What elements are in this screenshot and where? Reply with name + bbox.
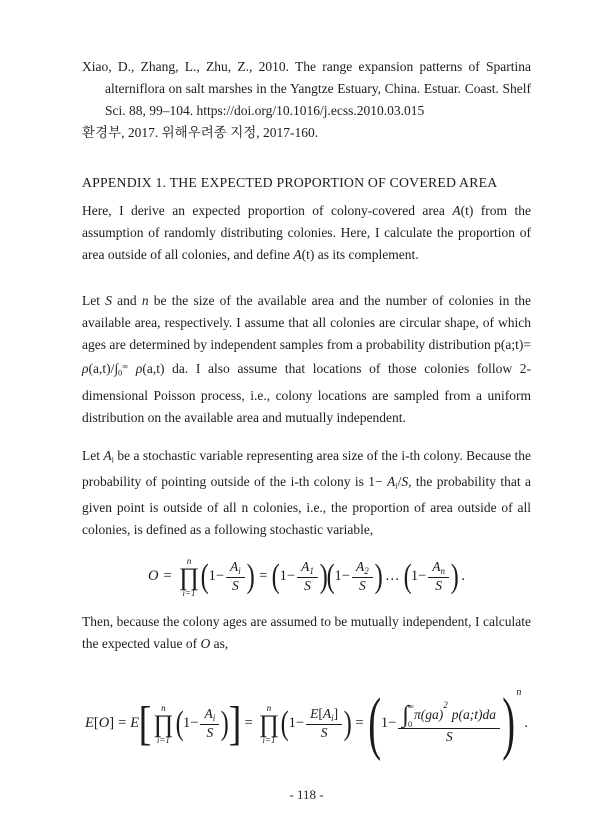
one-minus: 1− — [410, 568, 427, 585]
exponent-n: n — [516, 687, 522, 699]
one-minus: 1− — [380, 715, 397, 732]
one-minus: 1− — [288, 715, 305, 732]
close-paren: ) — [502, 684, 516, 762]
text-segment: i — [395, 481, 398, 491]
text-segment: as, — [210, 636, 229, 652]
var-S: S — [358, 578, 366, 594]
product-symbol: ∏ — [153, 710, 174, 738]
subscript: i — [238, 566, 241, 577]
text-segment: / — [397, 473, 402, 489]
integral-symbol: ∫ — [402, 702, 409, 729]
body-paragraph — [82, 200, 531, 266]
integral-lower-limit: 0 — [407, 718, 413, 729]
open-paren: ( — [367, 684, 381, 762]
one-minus: 1− — [279, 568, 296, 585]
text-segment: and — [111, 293, 142, 308]
var-A: A — [230, 559, 239, 575]
var-S: S — [232, 578, 239, 594]
text-segment: Let — [82, 293, 106, 308]
fraction — [200, 706, 219, 742]
var-S: S — [445, 729, 453, 745]
open-paren: ( — [175, 705, 184, 743]
one-minus: 1− — [208, 568, 225, 585]
close-bracket: ] — [109, 715, 115, 732]
text-segment: Then, because the colony ages are assumed to be mutually independent, I calculate the expected value of — [82, 614, 531, 652]
var-A: A — [204, 706, 213, 722]
product-symbol: ∏ — [178, 563, 200, 591]
var-S: S — [206, 725, 214, 741]
product-operator — [259, 703, 280, 745]
text-segment: Let — [82, 447, 104, 463]
close-bracket: ] — [333, 706, 339, 722]
subscript: 1 — [309, 566, 314, 577]
var-E: E — [130, 715, 140, 732]
text-segment: 0 — [118, 368, 123, 378]
open-paren: ( — [280, 705, 290, 743]
open-bracket: [ — [138, 697, 152, 751]
close-paren: ) — [246, 558, 255, 596]
text-segment: (t) as its complement. — [301, 247, 419, 262]
equals-sign: = — [244, 715, 253, 732]
text-segment: ∞ — [122, 362, 129, 371]
body-paragraph — [82, 611, 531, 655]
close-paren: ) — [374, 558, 383, 596]
fraction — [297, 559, 318, 595]
close-paren: ) — [319, 558, 328, 596]
text-segment: A — [452, 203, 461, 218]
open-paren: ( — [200, 558, 210, 596]
one-minus: 1− — [334, 568, 350, 585]
references-section — [82, 56, 531, 144]
text-segment: 환경부, 2017. 위해우려종 지정, 2017-160. — [82, 125, 319, 140]
var-A: A — [301, 559, 310, 575]
var-A: A — [322, 706, 332, 722]
superscript: 2 — [443, 700, 448, 711]
fraction — [306, 706, 342, 742]
close-paren: ) — [220, 705, 229, 743]
text-segment: be a stochastic variable representing area size of the i-th colony. Because the probability of pointing outside of the i-th colony is 1− — [82, 447, 531, 489]
open-paren: ( — [326, 558, 335, 596]
integral — [402, 702, 414, 728]
var-E: E — [310, 706, 319, 722]
period: . — [524, 715, 528, 732]
close-paren: ) — [343, 705, 352, 743]
text-segment — [128, 361, 136, 376]
fraction — [352, 559, 373, 595]
equals-sign: = — [118, 715, 127, 732]
text-segment: S — [105, 293, 112, 308]
text-segment: O — [200, 636, 211, 652]
body-paragraph — [82, 445, 531, 542]
one-minus: 1− — [183, 715, 199, 732]
var-A: A — [355, 559, 365, 575]
text-segment: (a,t) da. I also assume that locations of those colonies follow 2-dimensional Poisson process, i.e., colony locations are sampled from a uniform distribution on the available area and mutually independent. — [82, 361, 532, 425]
var-S: S — [435, 578, 443, 594]
product-upper-limit: n — [266, 703, 272, 714]
p-density-term: p(a;t)da — [451, 706, 497, 722]
text-segment: be the size of the available area and the number of colonies in the available area, respectively. I assume that all colonies are circular shape, of which ages are determined by independent samples from a probability distribution p(a;t)= — [82, 293, 532, 352]
text-segment: n — [141, 293, 149, 308]
text-segment: ρ — [135, 361, 143, 377]
var-A: A — [432, 559, 441, 575]
var-O: O — [148, 568, 159, 585]
text-segment: Here, I derive an expected proportion of colony-covered area — [82, 203, 453, 218]
open-bracket: [ — [93, 715, 99, 732]
text-segment: (a,t)/∫ — [88, 361, 119, 377]
text-segment: (t) from the assumption of randomly distributing colonies. Here, I calculate the proportion of area outside of all colonies, and define — [82, 203, 531, 262]
page-number: - 118 - — [289, 787, 324, 802]
close-bracket: ] — [228, 697, 241, 751]
product-operator — [179, 556, 200, 598]
appendix-heading: APPENDIX 1. THE EXPECTED PROPORTION OF COVERED AREA — [82, 175, 498, 190]
open-paren: ( — [271, 558, 281, 596]
fraction — [398, 702, 500, 746]
fraction — [226, 559, 245, 595]
open-bracket: [ — [318, 706, 323, 722]
var-O: O — [98, 715, 110, 732]
body-paragraph — [82, 290, 531, 429]
var-E: E — [85, 715, 94, 732]
product-upper-limit: n — [161, 703, 166, 714]
var-S: S — [304, 578, 311, 594]
text-segment: A — [103, 447, 112, 463]
text-segment: , the probability that a given point is outside of all n colonies, i.e., the proportion of area outside of all colonies, is defined as a following stochastic variable, — [82, 473, 531, 538]
text-segment: ρ — [82, 361, 89, 377]
fraction — [428, 559, 449, 595]
text-segment: A — [387, 473, 396, 489]
reference-entry — [82, 56, 531, 122]
subscript: 2 — [364, 566, 369, 577]
equals-sign: = — [259, 568, 268, 585]
subscript: n — [440, 566, 446, 577]
product-lower-limit: i=1 — [182, 587, 196, 598]
product-upper-limit: n — [186, 556, 192, 567]
subscript: i — [212, 713, 216, 724]
product-lower-limit: i=1 — [156, 734, 170, 745]
product-lower-limit: i=1 — [262, 734, 276, 745]
text-segment: S — [401, 473, 409, 489]
integral-upper-limit: ∞ — [407, 701, 414, 712]
formula-proportion-outside — [82, 551, 531, 603]
product-operator — [153, 703, 174, 745]
formula-expected-value — [58, 681, 555, 767]
period: . — [461, 568, 465, 585]
pi-ga-term: π(ga) — [414, 706, 444, 722]
equals-sign: = — [355, 715, 364, 732]
subscript: i — [331, 713, 334, 724]
equals-sign: = — [163, 568, 172, 585]
close-paren: ) — [450, 558, 459, 596]
open-paren: ( — [403, 558, 412, 596]
reference-entry — [82, 122, 531, 144]
text-segment: i — [111, 454, 114, 464]
var-S: S — [320, 725, 328, 741]
product-symbol: ∏ — [258, 710, 280, 738]
ellipsis: … — [385, 568, 401, 585]
text-segment: A — [293, 247, 302, 262]
text-segment: Xiao, D., Zhang, L., Zhu, Z., 2010. The range expansion patterns of Spartina alterniflora on salt marshes in the Yangtze Estuary, China. Estuar. Coast. Shelf Sci. 88, 99–104. https://doi.org/10.1016/j.ecss.2010.03.015 — [82, 59, 531, 118]
